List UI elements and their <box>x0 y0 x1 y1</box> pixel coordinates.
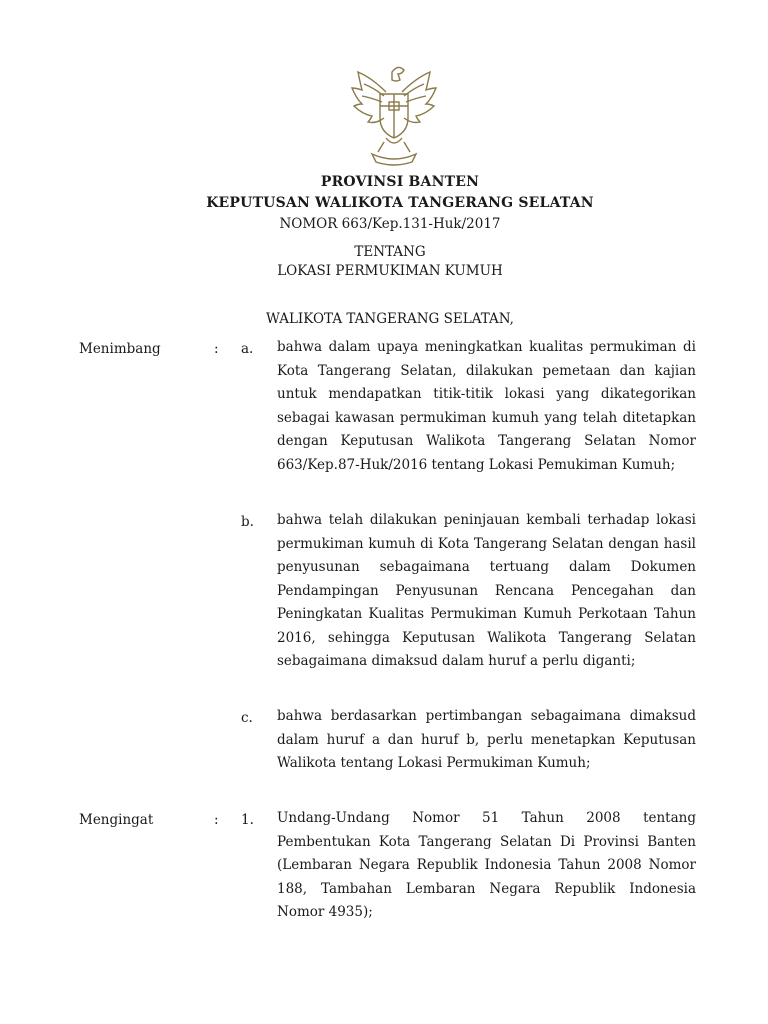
item-marker: a. <box>241 341 254 357</box>
province-heading: PROVINSI BANTEN <box>320 174 480 190</box>
mengingat-colon: : <box>214 812 219 828</box>
item-marker: b. <box>241 514 254 530</box>
issuer-line: WALIKOTA TANGERANG SELATAN, <box>266 311 514 327</box>
menimbang-item-c: bahwa berdasarkan pertimbangan sebagaimana dimaksud dalam huruf a dan huruf b, perlu menetapkan Keputusan Walikota tentang Lokasi Permukiman Kumuh; <box>277 708 696 771</box>
menimbang-colon: : <box>214 341 219 357</box>
item-marker: 1. <box>241 812 254 828</box>
menimbang-item-b: bahwa telah dilakukan peninjauan kembali terhadap lokasi permukiman kumuh di Kota Tangerang Selatan dengan hasil penyusunan sebagaimana tertuang dalam Dokumen Pendampingan Penyusunan Rencana Pencegahan dan Peningkatan Kualitas Permukiman Kumuh Perkotaan Tahun 2016, sehingga Keputusan Walikota Tangerang Selatan sebagaimana dimaksud dalam huruf a perlu diganti; <box>277 512 696 669</box>
decree-title: KEPUTUSAN WALIKOTA TANGERANG SELATAN <box>206 195 594 211</box>
mengingat-label: Mengingat <box>79 812 154 828</box>
decree-subject: LOKASI PERMUKIMAN KUMUH <box>277 263 503 279</box>
about-label: TENTANG <box>354 244 426 260</box>
garuda-emblem-graphic <box>346 58 442 170</box>
garuda-emblem-icon <box>346 58 442 170</box>
item-marker: c. <box>241 710 253 726</box>
mengingat-item-1: Undang-Undang Nomor 51 Tahun 2008 tentang Pembentukan Kota Tangerang Selatan Di Provinsi Banten (Lembaran Negara Republik Indonesia Tahun 2008 Nomor 188, Tambahan Lembaran Negara Republik Indonesia Nomor 4935); <box>277 810 696 920</box>
decree-number: NOMOR 663/Kep.131-Huk/2017 <box>279 216 501 232</box>
menimbang-item-a: bahwa dalam upaya meningkatkan kualitas permukiman di Kota Tangerang Selatan, dilakukan pemetaan dan kajian untuk mendapatkan titik-titik lokasi yang dikategorikan sebagai kawasan permukiman kumuh yang telah ditetapkan dengan Keputusan Walikota Tangerang Selatan Nomor 663/Kep.87-Huk/2016 tentang Lokasi Pemukiman Kumuh; <box>277 339 696 473</box>
menimbang-label: Menimbang <box>79 341 161 357</box>
